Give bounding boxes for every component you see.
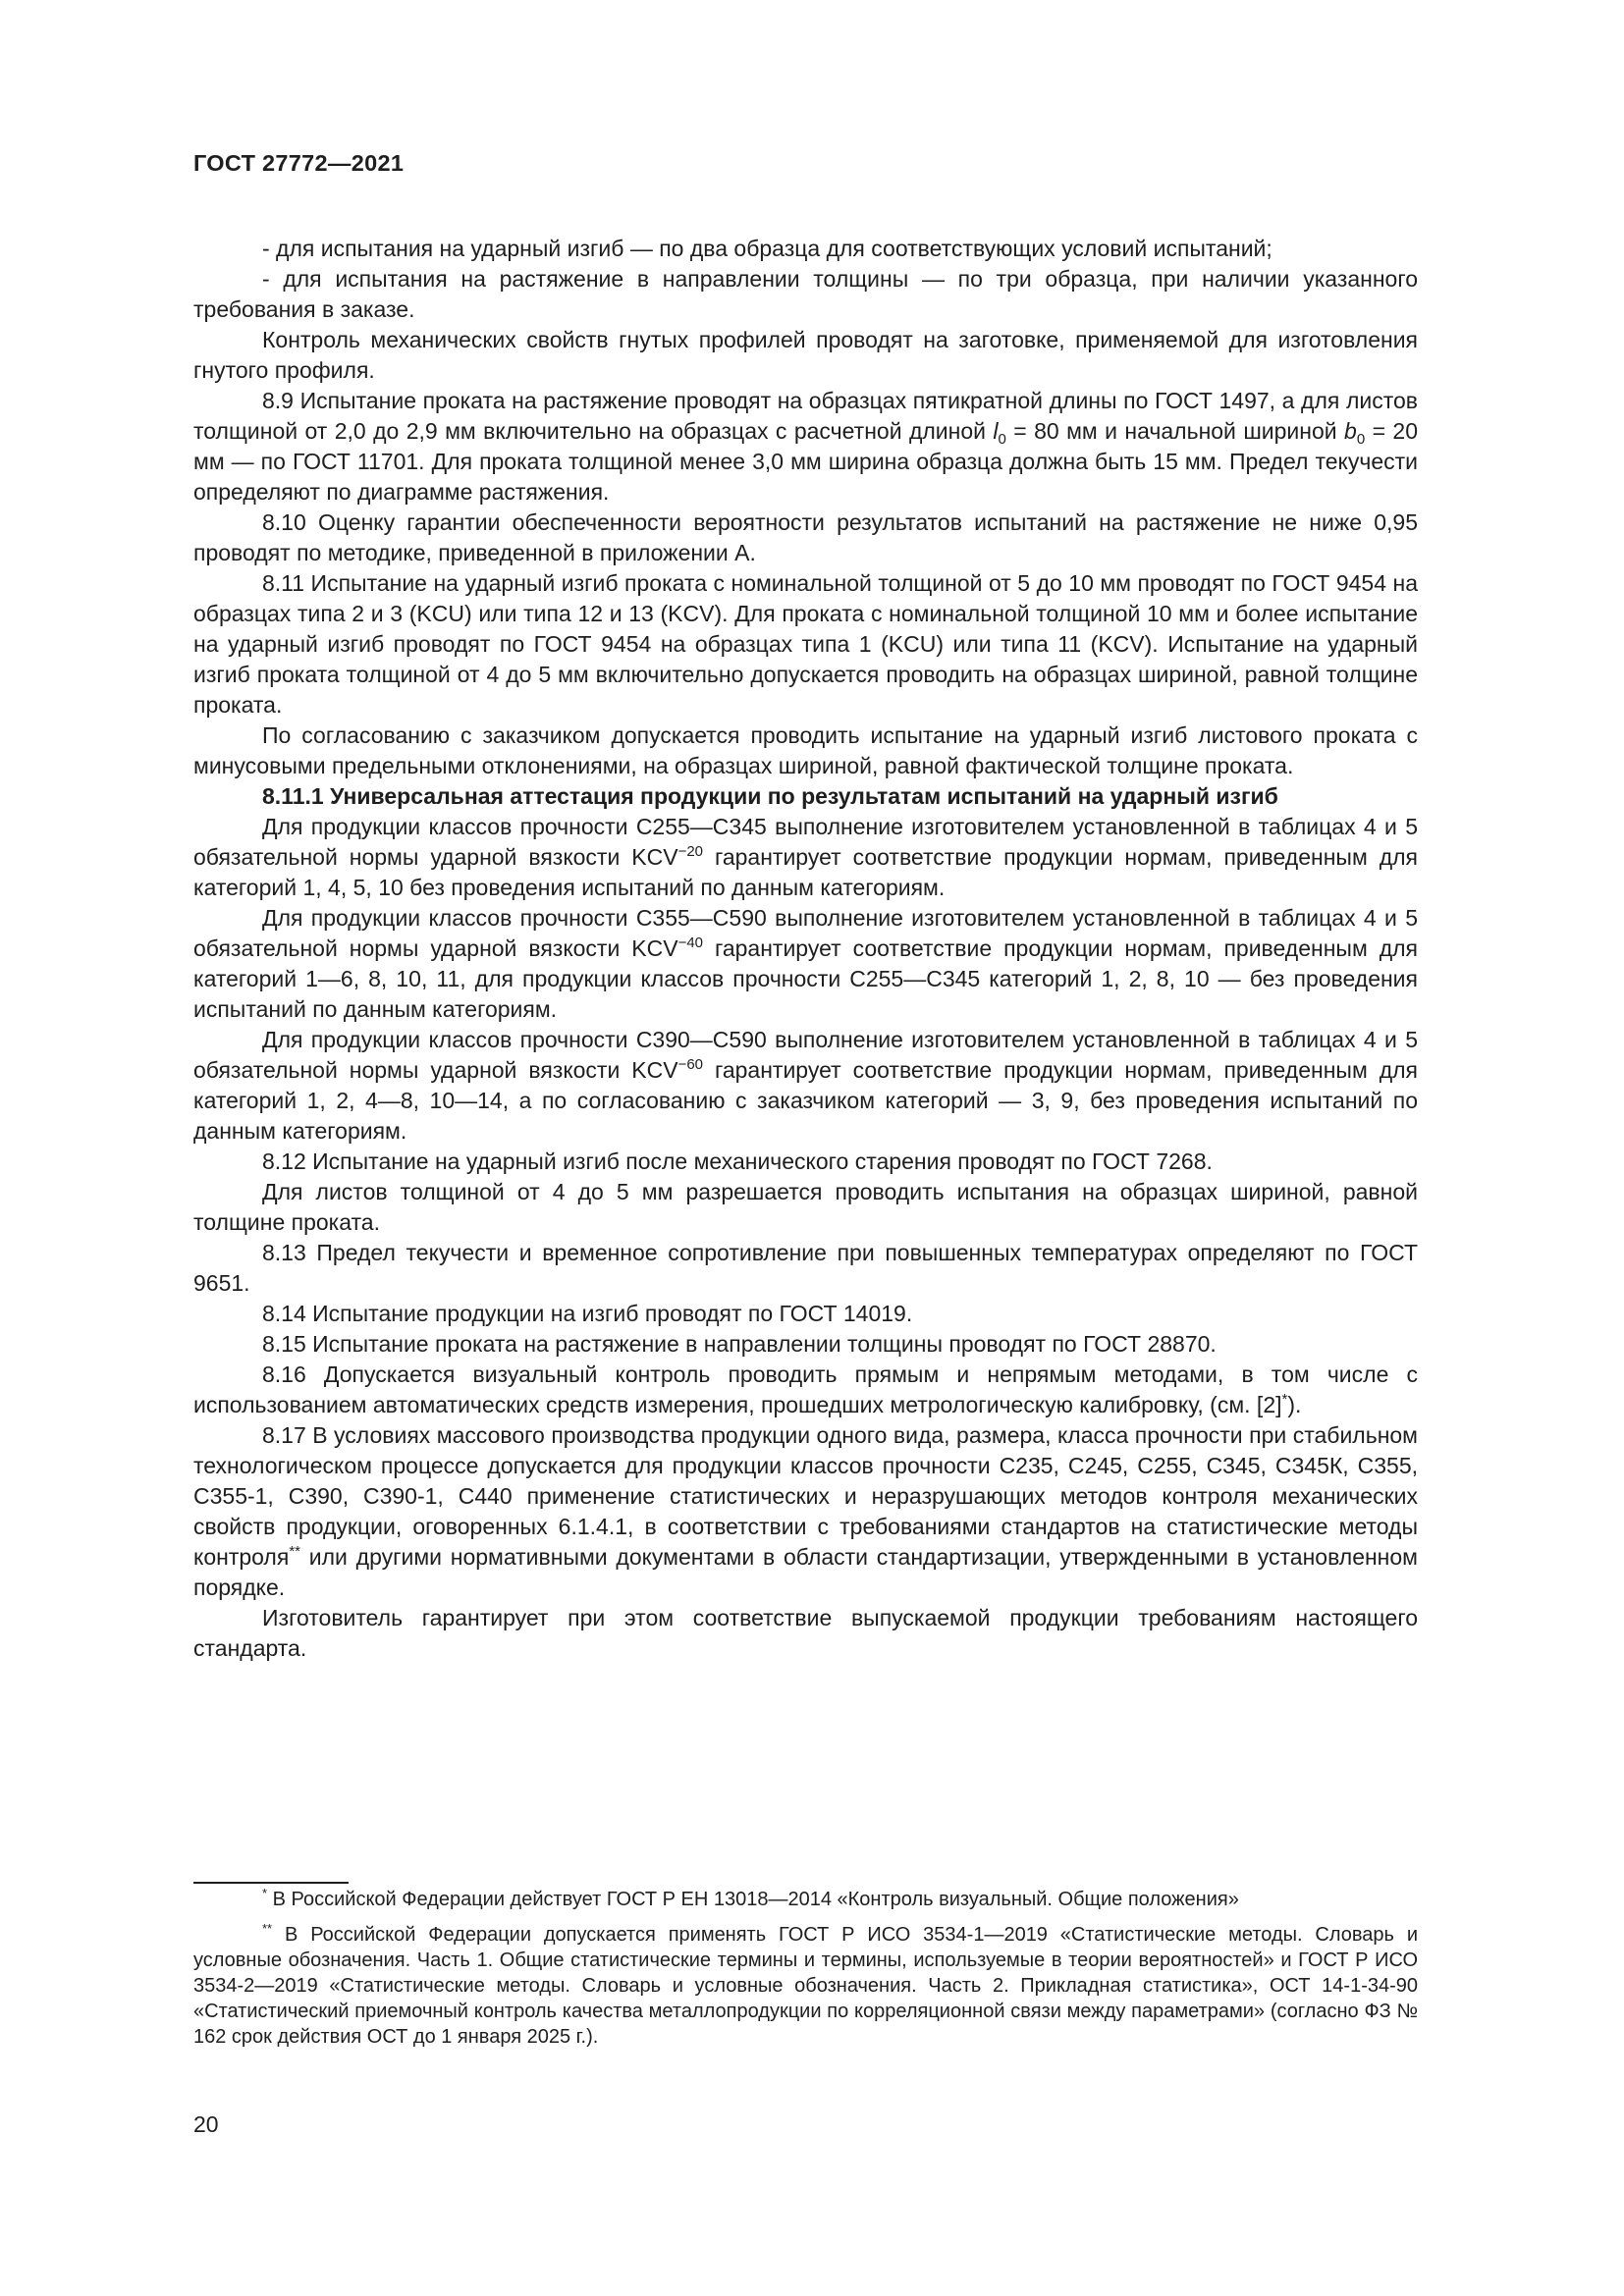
footnote [193, 1922, 1418, 2050]
paragraph-text: Для продукции классов прочности С255—С345 выполнение изготовителем установленной в таблицах 4 и 5 обязательной нормы ударной вязкости KCV [193, 814, 1418, 870]
paragraph-8-17 [193, 1420, 1418, 1603]
paragraph-8-12: 8.12 Испытание на ударный изгиб после механического старения проводят по ГОСТ 7268. [262, 1148, 1213, 1174]
paragraph: Контроль механических свойств гнутых профилей проводят на заготовке, применяемой для изготовления гнутого профиля. [193, 327, 1418, 383]
paragraph: - для испытания на ударный изгиб — по два образца для соответствующих условий испытаний; [262, 236, 1272, 261]
paragraph-8-15: 8.15 Испытание проката на растяжение в направлении толщины проводят по ГОСТ 28870. [262, 1331, 1217, 1357]
paragraph-text: ). [1287, 1392, 1302, 1417]
paragraph [193, 1025, 1418, 1147]
footnote-text: В Российской Федерации допускается применять ГОСТ Р ИСО 3534-1—2019 «Статистические методы. Словарь и условные обозначения. Часть 1. Общие статистические термины и термины, используемые в теории вероятностей» и ГОСТ Р ИСО 3534-2—2019 «Статистические методы. Словарь и условные обозначения. Часть 2. Прикладная статистика», ОСТ 14-1-34-90 «Статистический приемочный контроль качества металлопродукции по корреляционной связи между параметрами» (согласно ФЗ № 162 срок действия ОСТ до 1 января 2025 г.). [193, 1924, 1418, 2048]
paragraph-text: Для продукции классов прочности С390—С590 выполнение изготовителем установленной в таблицах 4 и 5 обязательной нормы ударной вязкости KCV [193, 1027, 1418, 1083]
footnote-mark: ** [262, 1921, 273, 1936]
paragraph-8-11: 8.11 Испытание на ударный изгиб проката с номинальной толщиной от 5 до 10 мм проводят по ГОСТ 9454 на образцах типа 2 и 3 (KCU) или типа 12 и 13 (KCV). Для проката с номинальной толщиной 10 мм и более испытание на ударный изгиб проводят по ГОСТ 9454 на образцах типа 1 (KCU) или типа 11 (KCV). Испытание на ударный изгиб проката толщиной от 4 до 5 мм включительно допускается проводить на образцах шириной, равной толщине проката. [193, 570, 1418, 718]
paragraph-text: гарантирует соответствие продукции нормам, приведенным для категорий 1, 2, 4—8, 10—14, а по согласованию с заказчиком категорий — 3, 9, без проведения испытаний по данным категориям. [193, 1057, 1418, 1144]
footnote-separator [193, 1882, 349, 1884]
paragraph-text: 8.9 Испытание проката на растяжение проводят на образцах пятикратной длины по ГОСТ 1497, а для листов толщиной от 2,0 до 2,9 мм включительно на образцах с расчетной длиной [193, 388, 1418, 444]
subscript: 0 [1356, 431, 1366, 448]
paragraph: - для испытания на растяжение в направлении толщины — по три образца, при наличии указанного требования в заказе. [193, 266, 1418, 322]
paragraph: Изготовитель гарантирует при этом соответствие выпускаемой продукции требованиям настоящего стандарта. [193, 1605, 1418, 1661]
symbol-l: l [993, 418, 999, 444]
footnotes [193, 1887, 1418, 2059]
footnote-mark: * [262, 1886, 268, 1900]
paragraph-text: 8.17 В условиях массового производства продукции одного вида, размера, класса прочности при стабильном технологическом процессе допускается для продукции классов прочности С235, С245, С255, С345, С345К, С355, С355-1, С390, С390-1, С440 применение статистических и неразрушающих методов контроля механических свойств продукции, оговоренных 6.1.4.1, в соответствии с требованиями стандартов на статистические методы контроля [193, 1422, 1418, 1570]
paragraph-text: Для продукции классов прочности С355—С590 выполнение изготовителем установленной в таблицах 4 и 5 обязательной нормы ударной вязкости KCV [193, 905, 1418, 961]
paragraph: По согласованию с заказчиком допускается проводить испытание на ударный изгиб листового проката с минусовыми предельными отклонениями, на образцах шириной, равной фактической толщине проката. [193, 722, 1418, 778]
paragraph-text: или другими нормативными документами в области стандартизации, утвержденными в установленном порядке. [193, 1544, 1418, 1600]
symbol-b: b [1344, 418, 1357, 444]
paragraph-text: = 80 мм и начальной шириной [1005, 418, 1345, 444]
paragraph-text: = 20 мм — по ГОСТ 11701. Для проката толщиной менее 3,0 мм ширина образца должна быть 15 мм. Предел текучести определяют по диаграмме растяжения. [193, 418, 1418, 505]
footnote-ref: ** [289, 1543, 300, 1560]
paragraph-8-9 [193, 386, 1418, 507]
superscript: −40 [677, 934, 704, 951]
paragraph-text: гарантирует соответствие продукции нормам, приведенным для категорий 1, 4, 5, 10 без проведения испытаний по данным категориям. [193, 844, 1418, 900]
footnote-ref: * [1281, 1391, 1288, 1408]
paragraph [193, 812, 1418, 903]
paragraph-8-14: 8.14 Испытание продукции на изгиб проводят по ГОСТ 14019. [262, 1301, 913, 1326]
paragraph-text: 8.16 Допускается визуальный контроль проводить прямым и непрямым методами, в том числе с использованием автоматических средств измерения, прошедших метрологическую калибровку, (см. [2] [193, 1362, 1418, 1417]
paragraph-8-13: 8.13 Предел текучести и временное сопротивление при повышенных температурах определяют по ГОСТ 9651. [193, 1240, 1418, 1296]
footnote [193, 1887, 1418, 1912]
footnote-text: В Российской Федерации действует ГОСТ Р ЕН 13018—2014 «Контроль визуальный. Общие положения» [267, 1889, 1239, 1910]
paragraph [193, 903, 1418, 1025]
superscript: −20 [677, 843, 704, 860]
main-text [193, 234, 1418, 1664]
section-heading-8-11-1: 8.11.1 Универсальная аттестация продукции по результатам испытаний на ударный изгиб [262, 783, 1278, 809]
page-number: 20 [193, 2111, 219, 2137]
paragraph-8-10: 8.10 Оценку гарантии обеспеченности вероятности результатов испытаний на растяжение не ниже 0,95 проводят по методике, приведенной в приложении А. [193, 509, 1418, 565]
paragraph-text: гарантирует соответствие продукции нормам, приведенным для категорий 1—6, 8, 10, 11, для продукции классов прочности С255—С345 категорий 1, 2, 8, 10 — без проведения испытаний по данным категориям. [193, 935, 1418, 1022]
subscript: 0 [998, 431, 1006, 448]
paragraph: Для листов толщиной от 4 до 5 мм разрешается проводить испытания на образцах шириной, равной толщине проката. [193, 1179, 1418, 1235]
paragraph-8-16 [193, 1360, 1418, 1420]
document-header: ГОСТ 27772—2021 [193, 150, 405, 176]
superscript: −60 [677, 1056, 704, 1073]
